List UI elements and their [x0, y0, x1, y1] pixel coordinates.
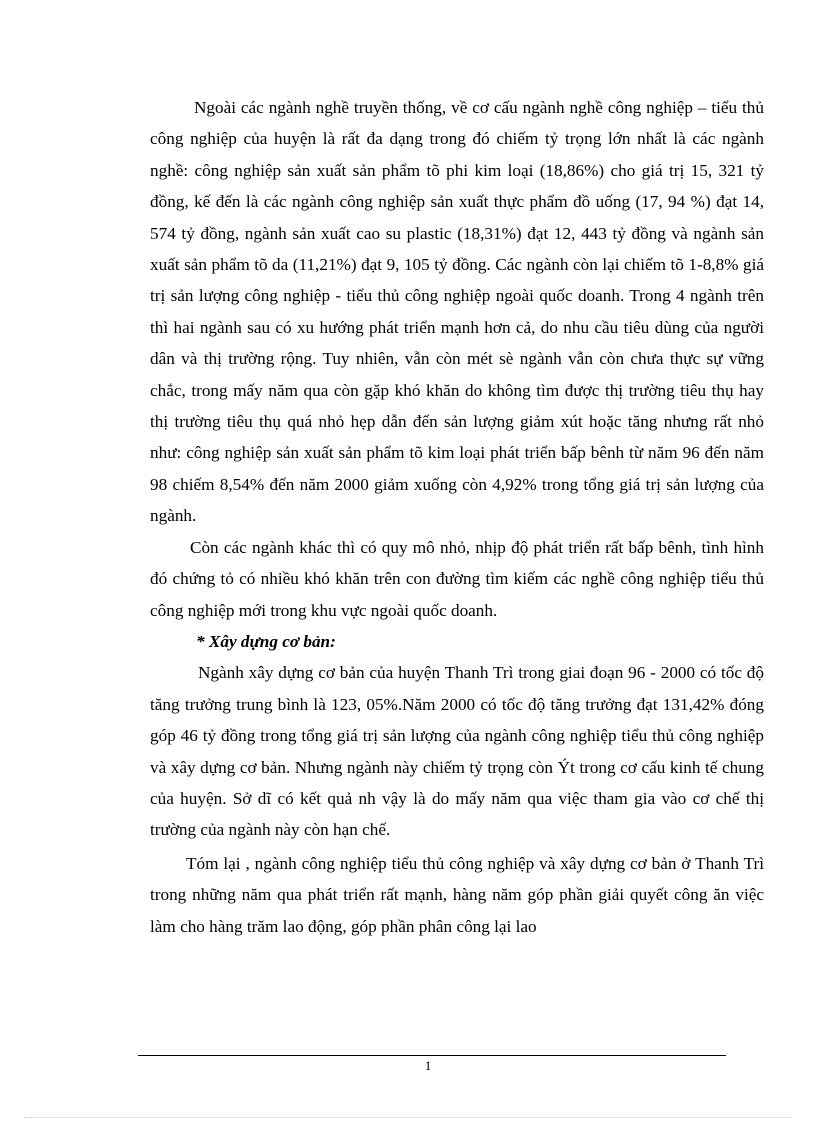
paragraph-other-industries: Còn các ngành khác thì có quy mô nhỏ, nhịp độ phát triển rất bấp bênh, tình hình đó chứng tỏ có nhiều khó khăn trên con đường tìm kiếm các nghề công nghiệp tiểu thủ công nghiệp mới trong khu vực ngoài quốc doanh.	[150, 537, 764, 620]
section-heading-construction: * Xây dựng cơ bản:	[196, 631, 336, 651]
paragraph-construction: Ngành xây dựng cơ bản của huyện Thanh Trì trong giai đoạn 96 - 2000 có tốc độ tăng trưởng trung bình là 123, 05%.Năm 2000 có tốc độ tăng trưởng đạt 131,42% đóng góp 46 tỷ đồng trong tổng giá trị sản lượng của ngành công nghiệp tiểu thủ công nghiệp và xây dựng cơ bản. Nhưng ngành này chiếm tỷ trọng còn Ýt trong cơ cấu kinh tế chung của huyện. Sở dĩ có kết quả nh vậy là do mấy năm qua việc tham gia vào cơ chế thị trường của ngành này còn hạn chế.	[150, 663, 764, 840]
document-body	[150, 92, 764, 942]
page-bottom-border	[24, 1117, 792, 1118]
paragraph-summary: Tóm lại , ngành công nghiệp tiểu thủ công nghiệp và xây dựng cơ bản ở Thanh Trì trong những năm qua phát triển rất mạnh, hàng năm góp phần giải quyết công ăn việc làm cho hàng trăm lao động, góp phần phân công lại lao	[150, 853, 764, 936]
page-number: 1	[424, 1058, 432, 1073]
footer-divider	[138, 1055, 726, 1056]
paragraph-industry-structure: Ngoài các ngành nghề truyền thống, về cơ cấu ngành nghề công nghiệp – tiểu thủ công nghiệp của huyện là rất đa dạng trong đó chiếm tỷ trọng lớn nhất là các ngành nghề: công nghiệp sản xuất sản phẩm tõ phi kim loại (18,86%) cho giá trị 15, 321 tỷ đồng, kế đến là các ngành công nghiệp sản xuất thực phẩm đồ uống (17, 94 %) đạt 14, 574 tỷ đồng, ngành sản xuất cao su plastic (18,31%) đạt 12, 443 tỷ đồng và ngành sản xuất sản phẩm tõ da (11,21%) đạt 9, 105 tỷ đồng. Các ngành còn lại chiếm tõ 1-8,8% giá trị sản lượng công nghiệp - tiểu thủ công nghiệp ngoài quốc doanh. Trong 4 ngành trên thì hai ngành sau có xu hướng phát triển mạnh hơn cả, do nhu cầu tiêu dùng của người dân và thị trường rộng. Tuy nhiên, vẫn còn mét sè ngành vẫn còn chưa thực sự vững chắc, trong mấy năm qua còn gặp khó khăn do không tìm được thị trường tiêu thụ hay thị trường tiêu thụ quá nhỏ hẹp dẫn đến sản lượng giảm xút hoặc tăng nhưng rất nhỏ như: công nghiệp sản xuất sản phẩm tõ kim loại phát triển bấp bênh từ năm 96 đến năm 98 chiếm 8,54% đến năm 2000 giảm xuống còn 4,92% trong tổng giá trị sản lượng của ngành.	[150, 98, 764, 526]
